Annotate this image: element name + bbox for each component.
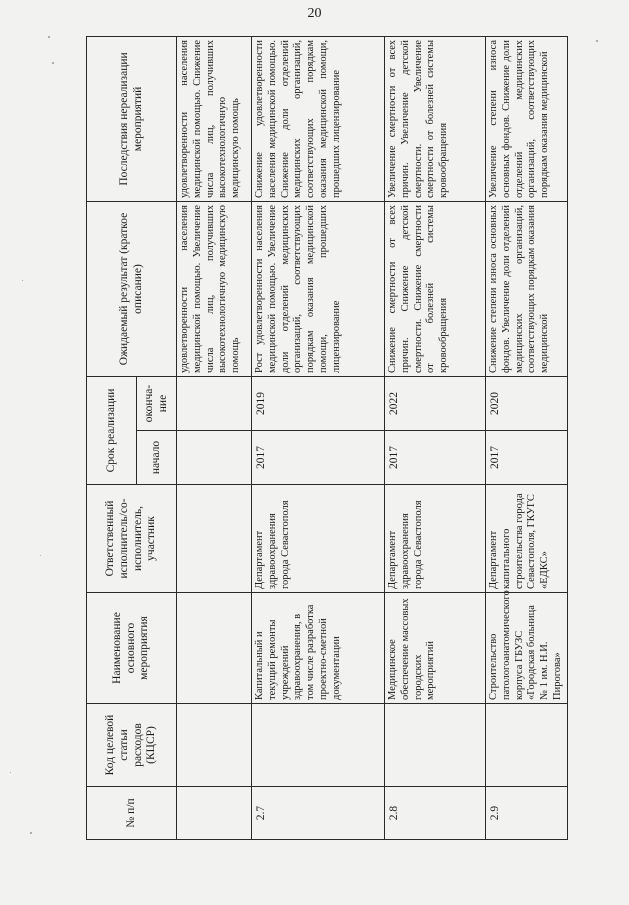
header-start: начало (137, 431, 177, 485)
scan-speck (48, 36, 50, 38)
table-row (385, 37, 486, 840)
scan-speck (30, 832, 32, 834)
scan-speck (40, 555, 41, 556)
header-executor: Ответственный исполнитель/со-исполнитель, участник (87, 485, 177, 593)
header-end: оконча-ние (137, 377, 177, 431)
table-row (177, 37, 252, 840)
cell-end: 2022 (385, 377, 486, 431)
cell-result: удовлетворенности населения медицинской помощью. Увеличение числа лиц, получивших высокотехнологичную медицинскую помощь (177, 202, 252, 377)
cell-code (385, 704, 486, 787)
cell-code (486, 704, 568, 787)
cell-num: 2.7 (252, 787, 385, 840)
cell-end (177, 377, 252, 431)
header-num: № п/п (87, 787, 177, 840)
cell-result: Снижение степени износа основных фондов. Увеличение доли отделений медицинских организаций, соответствующих порядкам оказания медицинской (486, 202, 568, 377)
measures-table (86, 36, 568, 840)
cell-executor (177, 485, 252, 593)
header-code: Код целевой статьи расходов (КЦСР) (87, 704, 177, 787)
table-row (486, 37, 568, 840)
cell-start: 2017 (252, 431, 385, 485)
cell-start: 2017 (486, 431, 568, 485)
cell-end: 2020 (486, 377, 568, 431)
scan-speck (52, 62, 54, 64)
cell-consequences: Увеличение степени износа основных фондов. Снижение доли отделений медицинских организаций, соответствующих порядкам оказания медицинской (486, 37, 568, 202)
cell-start (177, 431, 252, 485)
scan-speck (10, 772, 11, 773)
cell-code (177, 704, 252, 787)
cell-num (177, 787, 252, 840)
cell-consequences: удовлетворенности населения медицинской помощью. Снижение числа лиц, получивших высокотехнологичную медицинскую помощь (177, 37, 252, 202)
cell-consequences: Снижение удовлетворенности населения медицинской помощью. Снижение доли отделений медицинских организаций, соответствующих порядкам оказания медицинской помощи, прошедших лицензирование (252, 37, 385, 202)
cell-end: 2019 (252, 377, 385, 431)
cell-result: Снижение смертности от всех причин. Снижение детской смертности. Снижение смертности от болезней системы кровообращения (385, 202, 486, 377)
table-frame (86, 37, 563, 840)
header-row (87, 37, 137, 840)
cell-executor: Департамент капитального строительства города Севастополя, ГКУГС «ЕДКС» (486, 485, 568, 593)
page-number: 20 (307, 6, 322, 21)
cell-start: 2017 (385, 431, 486, 485)
cell-name: Медицинское обеспечение массовых городских мероприятий (385, 593, 486, 704)
cell-name (177, 593, 252, 704)
cell-consequences: Увеличение смертности от всех причин. Увеличение детской смертности. Увеличение смертности от болезней системы кровообращения (385, 37, 486, 202)
cell-executor: Департамент здравоохранения города Севастополя (385, 485, 486, 593)
cell-num: 2.9 (486, 787, 568, 840)
header-result: Ожидаемый результат (краткое описание) (87, 202, 177, 377)
rotated-page (86, 37, 563, 840)
scan-speck (596, 40, 598, 42)
cell-code (252, 704, 385, 787)
header-name: Наименование основного мероприятия (87, 593, 177, 704)
scan-speck (22, 280, 23, 281)
cell-name: Строительство патологоанатомического корпуса ГБУЗС «Городская больница № 1 им. Н.И. Пирогова» (486, 593, 568, 704)
header-consequences: Последствия нереализации мероприятий (87, 37, 177, 202)
table-row (252, 37, 385, 840)
header-term: Срок реализации (87, 377, 137, 485)
cell-name: Капитальный и текущий ремонты учреждений здравоохранения, в том числе разработка проектно-сметной документации (252, 593, 385, 704)
cell-result: Рост удовлетворенности населения медицинской помощью. Увеличение доли отделений медицинских организаций, соответствующих порядкам оказания медицинской помощи, прошедших лицензирование (252, 202, 385, 377)
cell-executor: Департамент здравоохранения города Севастополя (252, 485, 385, 593)
cell-num: 2.8 (385, 787, 486, 840)
